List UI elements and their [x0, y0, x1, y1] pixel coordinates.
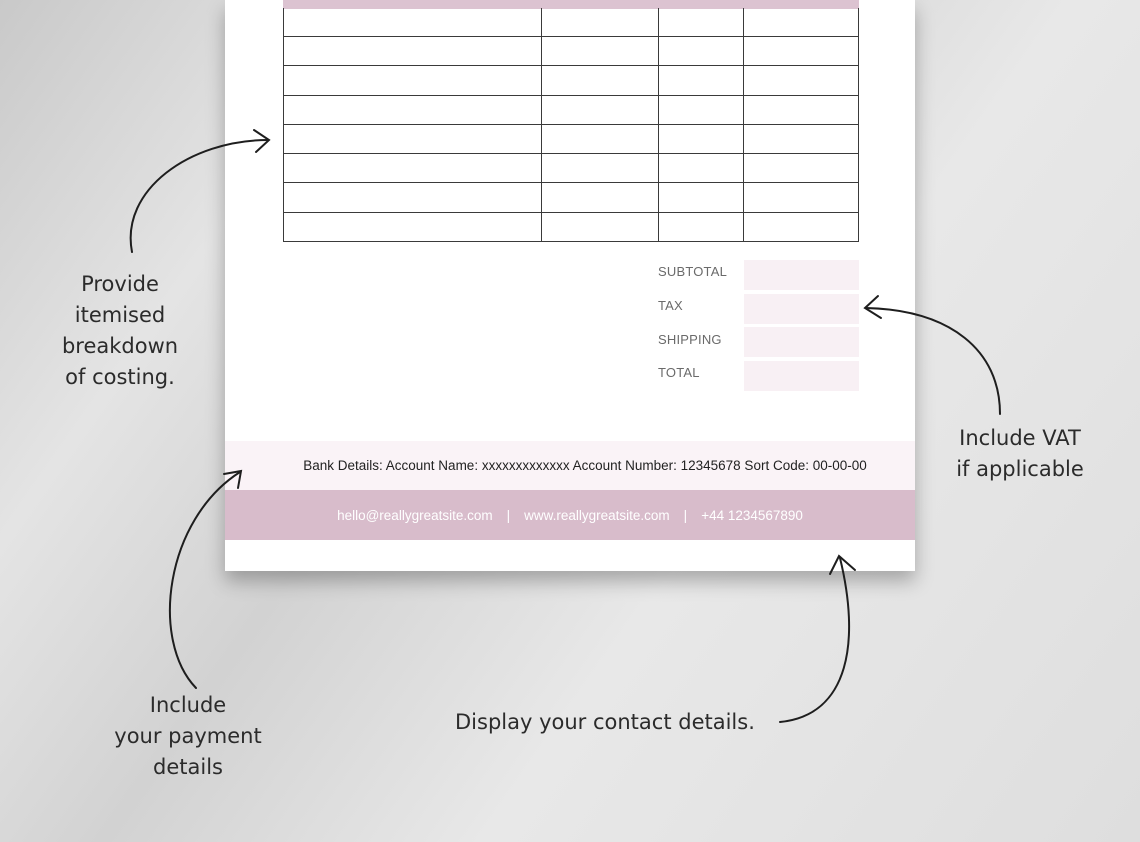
contact-website[interactable]: www.reallygreatsite.com [524, 507, 670, 523]
tax-label: TAX [658, 298, 683, 313]
arrow-contact [780, 558, 849, 722]
subtotal-label: SUBTOTAL [658, 264, 728, 279]
contact-separator: | [506, 507, 511, 523]
arrow-itemised [131, 140, 268, 252]
contact-separator: | [683, 507, 688, 523]
contact-email[interactable]: hello@reallygreatsite.com [337, 507, 493, 523]
note-payment: Include your payment details [114, 693, 262, 779]
note-itemised: Provide itemised breakdown of costing. [61, 272, 179, 389]
total-label: TOTAL [658, 365, 700, 380]
shipping-label: SHIPPING [658, 332, 722, 347]
arrow-vat-head [865, 296, 881, 318]
arrow-vat [866, 308, 1000, 414]
note-vat: Include VAT if applicable [956, 426, 1084, 481]
bank-details-text: Bank Details: Account Name: xxxxxxxxxxxxx Account Number: 12345678 Sort Code: 00-00-00 [303, 458, 867, 473]
note-contact: Display your contact details. [455, 710, 755, 734]
contact-phone[interactable]: +44 1234567890 [701, 507, 803, 523]
arrow-payment [170, 472, 240, 688]
